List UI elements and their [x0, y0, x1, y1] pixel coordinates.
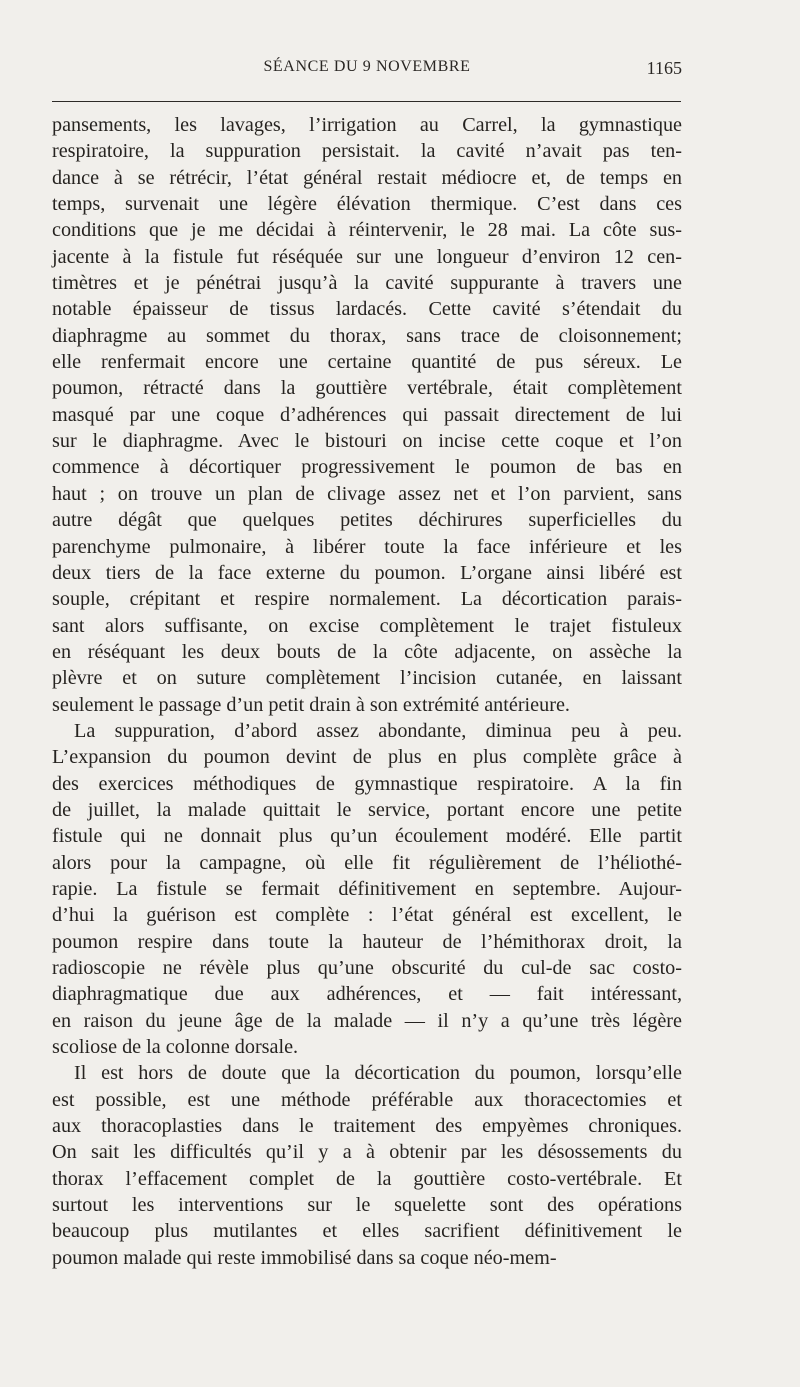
text-line: notable épaisseur de tissus lardacés. Cette cavité s’étendait du [52, 298, 682, 321]
text-line: en réséquant les deux bouts de la côte adjacente, on assèche la [52, 640, 682, 663]
text-line: aux thoracoplasties dans le traitement des empyèmes chroniques. [52, 1115, 682, 1138]
text-line: beaucoup plus mutilantes et elles sacrifient définitivement le [52, 1220, 682, 1243]
text-line: diaphragmatique due aux adhérences, et — fait intéressant, [52, 983, 682, 1006]
text-line: plèvre et on suture complètement l’incision cutanée, en laissant [52, 667, 682, 690]
paragraph-3 [52, 1060, 682, 1271]
text-line: seulement le passage d’un petit drain à son extrémité antérieure. [52, 693, 570, 716]
text-line: jacente à la fistule fut réséquée sur une longueur d’environ 12 cen- [52, 245, 682, 268]
text-line: dance à se rétrécir, l’état général restait médiocre et, de temps en [52, 166, 682, 189]
paragraph-2 [52, 718, 682, 1060]
text-line: scoliose de la colonne dorsale. [52, 1036, 299, 1059]
body-text [52, 112, 682, 1271]
text-line: fistule qui ne donnait plus qu’un écoulement modéré. Elle partit [52, 825, 682, 848]
page-header [52, 58, 682, 86]
text-line: diaphragme au sommet du thorax, sans trace de cloisonnement; [52, 324, 682, 347]
text-line: deux tiers de la face externe du poumon. L’organe ainsi libéré est [52, 561, 682, 584]
text-line: poumon respire dans toute la hauteur de l’hémithorax droit, la [52, 930, 682, 953]
text-line: On sait les difficultés qu’il y a à obtenir par les désossements du [52, 1141, 682, 1164]
text-line: conditions que je me décidai à réintervenir, le 28 mai. La côte sus- [52, 219, 682, 242]
text-line: de juillet, la malade quittait le service, portant encore une petite [52, 798, 682, 821]
text-line: des exercices méthodiques de gymnastique respiratoire. A la fin [52, 772, 682, 795]
text-line: poumon malade qui reste immobilisé dans sa coque néo-mem- [52, 1246, 557, 1269]
text-line: surtout les interventions sur le squelette sont des opérations [52, 1194, 682, 1217]
text-line: souple, crépitant et respire normalement. La décortication parais- [52, 588, 682, 611]
text-line: pansements, les lavages, l’irrigation au Carrel, la gymnastique [52, 114, 682, 136]
text-line: parenchyme pulmonaire, à libérer toute la face inférieure et les [52, 535, 682, 558]
text-line: sur le diaphragme. Avec le bistouri on incise cette coque et l’on [52, 430, 682, 453]
text-line: autre dégât que quelques petites déchirures superficielles du [52, 509, 682, 532]
text-line: d’hui la guérison est complète : l’état général est excellent, le [52, 904, 682, 927]
text-line: timètres et je pénétrai jusqu’à la cavité suppurante à travers une [52, 272, 682, 295]
text-line: radioscopie ne révèle plus qu’une obscurité du cul-de sac costo- [52, 957, 682, 979]
header-rule [52, 101, 681, 102]
text-line: elle renfermait encore une certaine quantité de pus séreux. Le [52, 351, 682, 374]
text-line: La suppuration, d’abord assez abondante, diminua peu à peu. [74, 719, 682, 742]
text-line: respiratoire, la suppuration persistait. la cavité n’avait pas ten- [52, 140, 682, 163]
text-line: poumon, rétracté dans la gouttière vertébrale, était complètement [52, 377, 682, 400]
page-number: 1165 [646, 58, 682, 78]
text-line: commence à décortiquer progressivement le poumon de bas en [52, 456, 682, 479]
text-line: en raison du jeune âge de la malade — il n’y a qu’une très légère [52, 1009, 682, 1032]
text-line: alors pour la campagne, où elle fit régulièrement de l’héliothé- [52, 851, 682, 874]
text-line: rapie. La fistule se fermait définitivement en septembre. Aujour- [52, 877, 682, 900]
text-line: sant alors suffisante, on excise complètement le trajet fistuleux [52, 614, 682, 637]
text-line: Il est hors de doute que la décortication du poumon, lorsqu’elle [74, 1062, 682, 1085]
text-line: haut ; on trouve un plan de clivage assez net et l’on parvient, sans [52, 482, 682, 505]
text-line: est possible, est une méthode préférable aux thoracectomies et [52, 1088, 682, 1111]
running-head: SÉANCE DU 9 NOVEMBRE [263, 58, 471, 75]
text-line: temps, survenait une légère élévation thermique. C’est dans ces [52, 193, 682, 216]
text-line: masqué par une coque d’adhérences qui passait directement de lui [52, 403, 682, 426]
text-line: L’expansion du poumon devint de plus en plus complète grâce à [52, 746, 682, 769]
text-line: thorax l’effacement complet de la gouttière costo-vertébrale. Et [52, 1167, 682, 1190]
paragraph-1 [52, 112, 682, 718]
